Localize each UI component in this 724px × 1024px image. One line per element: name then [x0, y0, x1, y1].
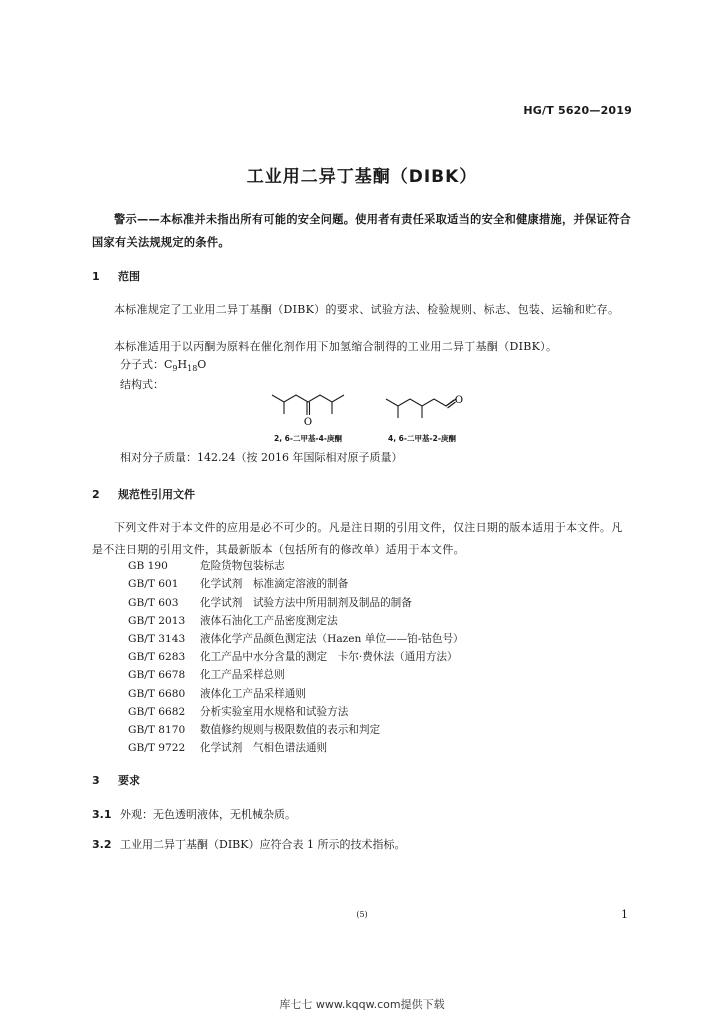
reference-title: 液体石油化工产品密度测定法: [200, 615, 338, 627]
oxygen-label: O: [454, 395, 464, 406]
reference-item: [128, 722, 380, 737]
reference-code: GB/T 601: [128, 578, 179, 590]
formula-element-c: C: [164, 358, 173, 371]
formula-subscript-h: 18: [187, 364, 198, 374]
reference-title: 液体化工产品采样通则: [200, 688, 306, 700]
reference-code: GB/T 6682: [128, 706, 186, 718]
requirement-number: 3.1: [92, 808, 112, 821]
scope-paragraph-1: 本标准规定了工业用二异丁基酮（DIBK）的要求、试验方法、检验规则、标志、包装、运输和贮存。: [114, 303, 620, 316]
reference-code: GB/T 3143: [128, 633, 186, 645]
reference-code: GB/T 6678: [128, 669, 186, 681]
reference-item: [128, 667, 285, 682]
reference-title: 化学试剂 试验方法中所用制剂及制品的制备: [200, 597, 412, 609]
reference-title: 化学试剂 气相色谱法通则: [200, 742, 328, 754]
section-1-heading: [92, 268, 140, 284]
reference-item: [128, 686, 306, 701]
requirement-number: 3.2: [92, 838, 112, 851]
reference-title: 液体化学产品颜色测定法（Hazen 单位——铂-钴色号）: [200, 633, 464, 645]
reference-item: [128, 740, 327, 755]
reference-title: 化工产品采样总则: [200, 669, 285, 681]
oxygen-label: O: [303, 417, 313, 428]
requirement-text: 外观：无色透明液体，无机械杂质。: [120, 808, 296, 821]
standard-number: HG/T 5620—2019: [523, 104, 632, 117]
reference-item: [128, 704, 348, 719]
structure-diagram-1: [268, 390, 364, 428]
requirement-text: 工业用二异丁基酮（DIBK）应符合表 1 所示的技术指标。: [120, 838, 406, 851]
section-3-heading: [92, 772, 140, 788]
structure-diagram-2: [382, 392, 464, 422]
reference-title: 危险货物包装标志: [200, 560, 285, 572]
structure-caption-1: 2, 6-二甲基-4-庚酮: [274, 434, 342, 443]
requirement-item: [92, 806, 296, 822]
footer-mark: (5): [356, 910, 368, 919]
reference-code: GB 190: [128, 560, 168, 572]
molecular-mass: 相对分子质量：142.24（按 2016 年国际相对原子质量）: [120, 451, 403, 464]
reference-item: [128, 649, 458, 664]
page-number: 1: [621, 908, 628, 921]
watermark-text: 库七七 www.kqqw.com提供下载: [279, 998, 445, 1011]
reference-code: GB/T 6283: [128, 651, 186, 663]
reference-code: GB/T 603: [128, 597, 179, 609]
reference-code: GB/T 2013: [128, 615, 186, 627]
section-2-heading: [92, 486, 195, 502]
section-number: 2: [92, 488, 100, 501]
requirement-item: [92, 836, 405, 852]
reference-item: [128, 595, 412, 610]
formula-label: 分子式：: [120, 358, 164, 371]
structure-caption-2: 4, 6-二甲基-2-庚酮: [388, 434, 456, 443]
reference-title: 分析实验室用水规格和试验方法: [200, 706, 349, 718]
reference-code: GB/T 6680: [128, 688, 186, 700]
reference-title: 化工产品中水分含量的测定 卡尔·费休法（通用方法）: [200, 651, 458, 663]
warning-paragraph: 警示——本标准并未指出所有可能的安全问题。使用者有责任采取适当的安全和健康措施，并保证符合国家有关法规规定的条件。: [92, 213, 631, 249]
section-number: 1: [92, 270, 100, 283]
reference-item: [128, 631, 464, 646]
reference-item: [128, 558, 285, 573]
reference-item: [128, 613, 338, 628]
formula-element-o: O: [197, 358, 207, 371]
formula-element-h: H: [177, 358, 188, 371]
reference-code: GB/T 8170: [128, 724, 186, 736]
formula-subscript-c: 9: [172, 364, 178, 374]
structure-label: 结构式：: [120, 378, 164, 391]
scope-paragraph-2: 本标准适用于以丙酮为原料在催化剂作用下加氢缩合制得的工业用二异丁基酮（DIBK）。: [114, 340, 558, 353]
molecular-formula: [120, 356, 206, 373]
reference-title: 数值修约规则与极限数值的表示和判定: [200, 724, 381, 736]
document-title: 工业用二异丁基酮（DIBK）: [246, 167, 478, 187]
section-title: 范围: [118, 270, 140, 283]
references-intro: 下列文件对于本文件的应用是必不可少的。凡是注日期的引用文件，仅注日期的版本适用于本文件。凡是不注日期的引用文件，其最新版本（包括所有的修改单）适用于本文件。: [92, 521, 623, 556]
reference-title: 化学试剂 标准滴定溶液的制备: [200, 578, 349, 590]
reference-item: [128, 576, 348, 591]
section-number: 3: [92, 774, 100, 787]
section-title: 规范性引用文件: [118, 488, 195, 501]
section-title: 要求: [118, 774, 140, 787]
reference-code: GB/T 9722: [128, 742, 186, 754]
